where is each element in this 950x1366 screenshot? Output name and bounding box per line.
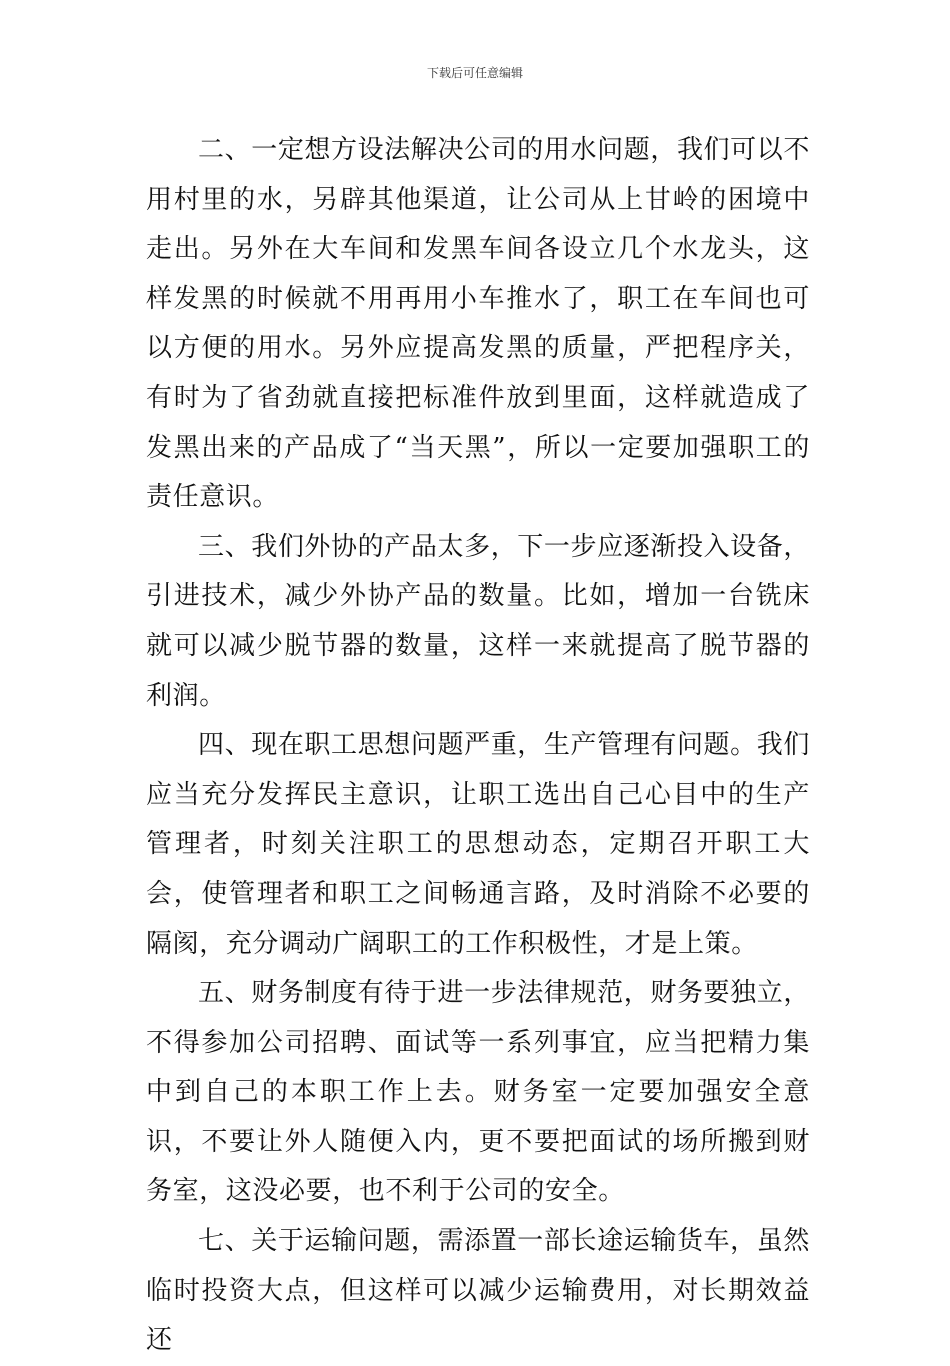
paragraph-3-outsourcing: 三、我们外协的产品太多，下一步应逐渐投入设备，引进技术，减少外协产品的数量。比如，增加一台铣床就可以减少脱节器的数量，这样一来就提高了脱节器的利润。 bbox=[146, 531, 810, 711]
paragraph-7-transport: 七、关于运输问题，需添置一部长途运输货车，虽然临时投资大点，但这样可以减少运输费用，对长期效益还 bbox=[146, 1226, 810, 1356]
document-body bbox=[146, 126, 810, 1366]
paragraph-4-staff-management: 四、现在职工思想问题严重，生产管理有问题。我们应当充分发挥民主意识，让职工选出自己心目中的生产管理者，时刻关注职工的思想动态，定期召开职工大会，使管理者和职工之间畅通言路，及时消除不必要的隔阂，充分调动广阔职工的工作积极性，才是上策。 bbox=[146, 730, 810, 959]
paragraph-5-finance-rules: 五、财务制度有待于进一步法律规范，财务要独立，不得参加公司招聘、面试等一系列事宜，应当把精力集中到自己的本职工作上去。财务室一定要加强安全意识，不要让外人随便入内，更不要把面试的场所搬到财务室，这没必要，也不利于公司的安全。 bbox=[146, 978, 810, 1207]
paragraph-2-water-supply: 二、一定想方设法解决公司的用水问题，我们可以不用村里的水，另辟其他渠道，让公司从上甘岭的困境中走出。另外在大车间和发黑车间各设立几个水龙头，这样发黑的时候就不用再用小车推水了，职工在车间也可以方便的用水。另外应提高发黑的质量，严把程序关，有时为了省劲就直接把标准件放到里面，这样就造成了发黑出来的产品成了“当天黑”，所以一定要加强职工的责任意识。 bbox=[146, 135, 810, 513]
page-header-note: 下载后可任意编辑 bbox=[426, 66, 523, 80]
